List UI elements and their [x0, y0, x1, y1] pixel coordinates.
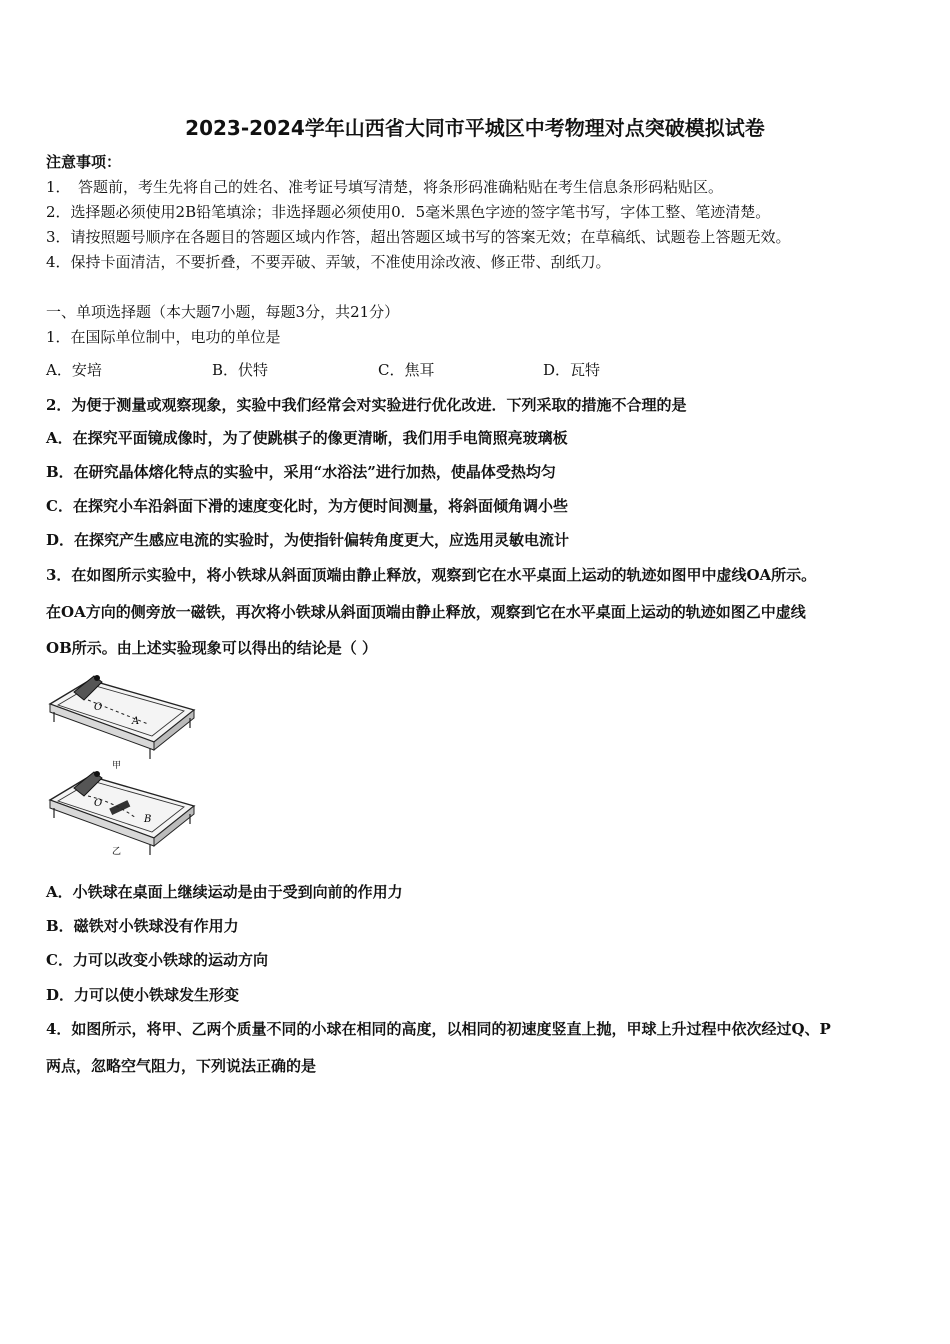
q4-stem-line-1: 4．如图所示，将甲、乙两个质量不同的小球在相同的高度，以相同的初速度竖直上抛，甲球上升过程中依次经过Q、P — [46, 1020, 831, 1038]
q3-figure — [44, 672, 204, 858]
q3-option-c: C．力可以改变小铁球的运动方向 — [46, 951, 268, 969]
table-bottom-figure — [50, 771, 194, 857]
q3-stem-line-1: 3．在如图所示实验中，将小铁球从斜面顶端由静止释放，观察到它在水平桌面上运动的轨迹如图甲中虚线OA所示。 — [46, 566, 817, 584]
notice-heading: 注意事项： — [46, 153, 122, 171]
q1-option-a: A．安培 — [46, 361, 102, 379]
q1-option-c: C．焦耳 — [378, 361, 435, 379]
caption-jia: 甲 — [112, 761, 122, 771]
q2-option-c: C．在探究小车沿斜面下滑的速度变化时，为方便时间测量，将斜面倾角调小些 — [46, 497, 568, 515]
q3-stem-line-3: OB所示。由上述实验现象可以得出的结论是（ ） — [46, 639, 377, 657]
notice-item-1: 1． 答题前，考生先将自己的姓名、准考证号填写清楚，将条形码准确粘贴在考生信息条形码粘贴区。 — [46, 178, 724, 196]
notice-item-3: 3．请按照题号顺序在各题目的答题区域内作答，超出答题区域书写的答案无效；在草稿纸、试题卷上答题无效。 — [46, 228, 791, 246]
notice-item-4: 4．保持卡面清洁，不要折叠，不要弄破、弄皱，不准使用涂改液、修正带、刮纸刀。 — [46, 253, 611, 271]
q1-option-d: D．瓦特 — [543, 361, 601, 379]
q4-stem-line-2: 两点，忽略空气阻力，下列说法正确的是 — [46, 1057, 317, 1075]
q1-option-b: B．伏特 — [212, 361, 269, 379]
q2-stem: 2．为便于测量或观察现象，实验中我们经常会对实验进行优化改进．下列采取的措施不合理的是 — [46, 396, 687, 414]
q1-stem: 1．在国际单位制中，电功的单位是 — [46, 328, 281, 346]
label-b: B — [144, 814, 152, 825]
page-title: 2023-2024学年山西省大同市平城区中考物理对点突破模拟试卷 — [185, 116, 765, 140]
q3-option-d: D．力可以使小铁球发生形变 — [46, 986, 240, 1004]
q2-option-b: B．在研究晶体熔化特点的实验中，采用“水浴法”进行加热，使晶体受热均匀 — [46, 463, 556, 481]
label-a: A — [132, 716, 140, 727]
q3-stem-line-2: 在OA方向的侧旁放一磁铁，再次将小铁球从斜面顶端由静止释放，观察到它在水平桌面上运动的轨迹如图乙中虚线 — [46, 603, 806, 621]
q3-option-a: A．小铁球在桌面上继续运动是由于受到向前的作用力 — [46, 883, 403, 901]
q2-option-d: D．在探究产生感应电流的实验时，为使指针偏转角度更大，应选用灵敏电流计 — [46, 531, 570, 549]
label-o-top: O — [94, 702, 103, 713]
q2-option-a: A．在探究平面镜成像时，为了使跳棋子的像更清晰，我们用手电筒照亮玻璃板 — [46, 429, 568, 447]
q3-option-b: B．磁铁对小铁球没有作用力 — [46, 917, 239, 935]
label-o-bottom: O — [94, 798, 103, 809]
table-top-figure — [50, 675, 194, 771]
notice-item-2: 2．选择题必须使用2B铅笔填涂；非选择题必须使用0．5毫米黑色字迹的签字笔书写，字体工整、笔迹清楚。 — [46, 203, 771, 221]
caption-yi: 乙 — [112, 847, 122, 857]
section-heading: 一、单项选择题（本大题7小题，每题3分，共21分） — [46, 303, 400, 321]
